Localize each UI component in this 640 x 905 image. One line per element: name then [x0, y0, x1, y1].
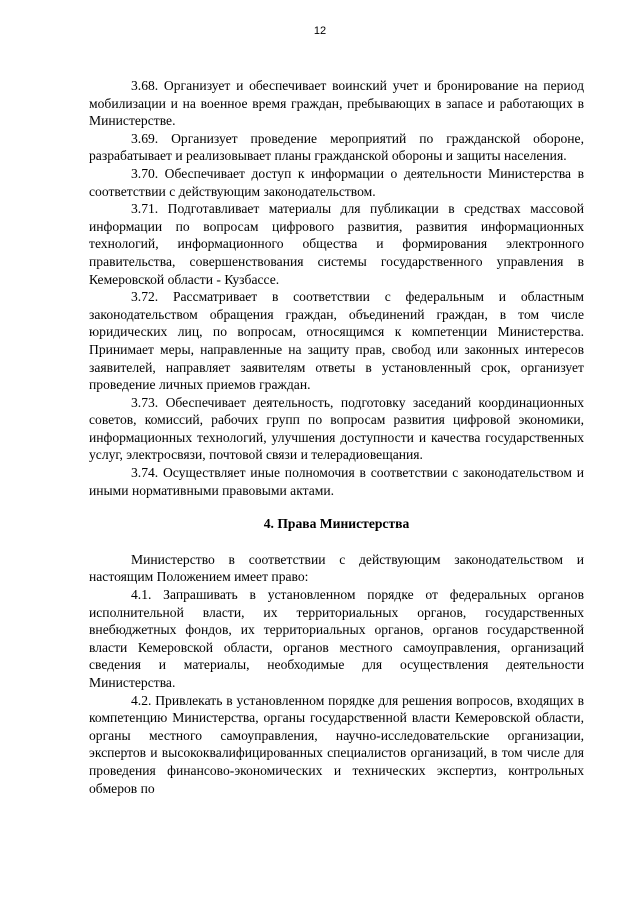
paragraph-3-68: 3.68. Организует и обеспечивает воинский учет и бронирование на период мобилизации и на военное время граждан, пребывающих в запасе и работающих в Министерстве. [89, 78, 584, 129]
paragraph-3-73: 3.73. Обеспечивает деятельность, подготовку заседаний координационных советов, комиссий, рабочих групп по вопросам развития цифровой экономики, информационных технологий, улучшения доступности и качества государственных услуг, электросвязи, почтовой связи и телерадиовещания. [89, 394, 584, 463]
paragraph-3-74: 3.74. Осуществляет иные полномочия в соответствии с законодательством и иными нормативными правовыми актами. [89, 465, 584, 498]
paragraph-3-71: 3.71. Подготавливает материалы для публикации в средствах массовой информации по вопросам цифрового развития, развития информационных технологий, информационного общества и формирования электронного правительства, совершенствования системы государственного управления в Кемеровской области - Кузбассе. [89, 201, 584, 287]
document-body [89, 77, 584, 797]
paragraph-4-1: 4.1. Запрашивать в установленном порядке от федеральных органов исполнительной власти, их территориальных органов, государственных внебюджетных фондов, их территориальных органов, органов государственной власти Кемеровской области, органов местного самоуправления, организаций сведения и материалы, необходимые для осуществления деятельности Министерства. [89, 587, 584, 690]
paragraph-3-70: 3.70. Обеспечивает доступ к информации о деятельности Министерства в соответствии с действующим законодательством. [89, 165, 584, 199]
paragraph-intro: Министерство в соответствии с действующим законодательством и настоящим Положением имеет право: [89, 551, 584, 585]
paragraph-4-2: 4.2. Привлекать в установленном порядке для решения вопросов, входящих в компетенцию Министерства, органы государственной власти Кемеровской области, органы местного самоуправления, научно-исследовательские организации, экспертов и высококвалифицированных специалистов организаций, в том числе для проведения финансово-экономических и технических экспертиз, контрольных обмеров по [89, 692, 584, 796]
paragraph-3-69: 3.69. Организует проведение мероприятий по гражданской обороне, разрабатывает и реализовывает планы гражданской обороны и защиты населения. [89, 130, 584, 164]
page-number: 12 [313, 25, 327, 37]
paragraph-3-72: 3.72. Рассматривает в соответствии с федеральным и областным законодательством обращения граждан, объединений граждан, в том числе юридических лиц, по вопросам, относящимся к компетенции Министерства. Принимает меры, направленные на защиту прав, свобод или законных интересов заявителей, направляет заявителям ответы в установленный срок, организует проведение личных приемов граждан. [89, 289, 584, 393]
section-title: 4. Права Министерства [263, 516, 410, 532]
